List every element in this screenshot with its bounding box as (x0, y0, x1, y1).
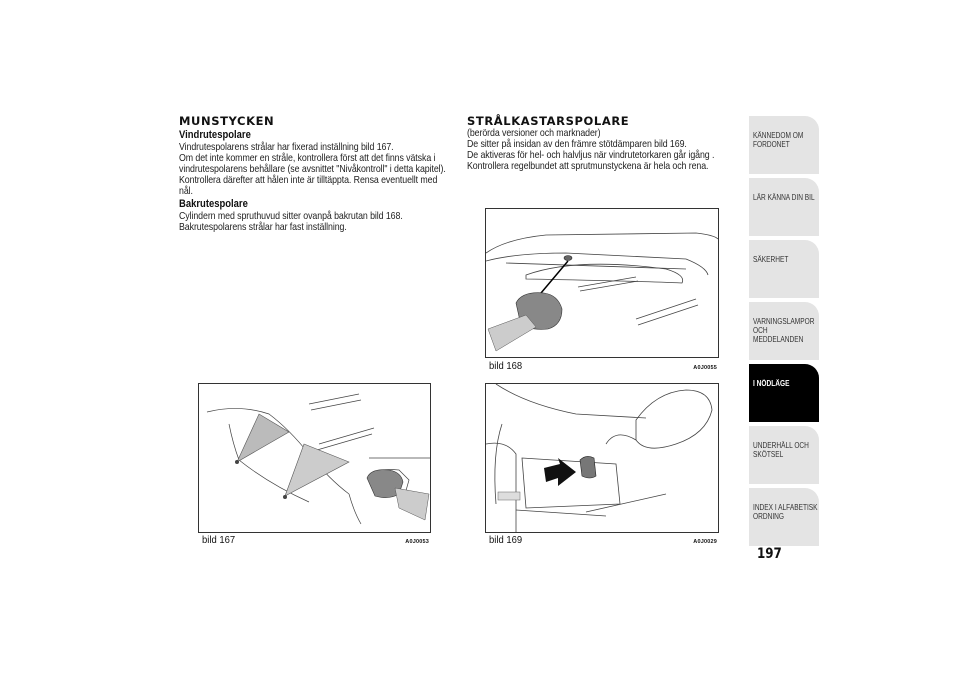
tab-label: I NÖDLÄGE (753, 379, 790, 388)
figure-168 (485, 208, 719, 372)
figure-167-caption: bild 167 (202, 534, 236, 546)
figure-167-illustration (198, 383, 431, 533)
right-column (467, 114, 729, 172)
tab-kannedom-om-fordonet[interactable] (749, 116, 819, 174)
paragraph: Vindrutespolarens strålar har fixerad inställning bild 167. (179, 141, 394, 153)
paragraph: Bakrutespolarens strålar har fast inställning. (179, 221, 347, 233)
paragraph: De aktiveras för hel- och halvljus när vindrutetorkaren går igång . (467, 149, 715, 161)
tab-lar-kanna-din-bil[interactable] (749, 178, 819, 236)
paragraph: Cylindern med spruthuvud sitter ovanpå bakrutan bild 168. (179, 210, 403, 222)
page-number: 197 (757, 546, 782, 562)
tab-i-nodlage[interactable] (749, 364, 819, 422)
figure-168-code: A0J0055 (693, 365, 717, 371)
tab-label: SKÖTSEL (753, 450, 784, 459)
figure-168-illustration (485, 208, 719, 358)
left-column (179, 114, 451, 233)
paragraph: Om det inte kommer en stråle, kontrollera först att det finns vätska i vindrutespolarens behållare (se avsnittet "Nivåkontroll" i detta kapitel). (179, 152, 446, 175)
tab-label: LÄR KÄNNA DIN BIL (753, 193, 815, 202)
subheading-bakrutespolare: Bakrutespolare (179, 198, 248, 210)
section-heading-munstycken: MUNSTYCKEN (179, 114, 275, 128)
tab-sakerhet[interactable] (749, 240, 819, 298)
tab-label: VARNINGSLAMPOR (753, 317, 815, 326)
tab-label: SÄKERHET (753, 255, 789, 264)
tab-underhall-och-skotsel[interactable] (749, 426, 819, 484)
paragraph: Kontrollera regelbundet att sprutmunstyckena är hela och rena. (467, 160, 709, 172)
paragraph: Kontrollera därefter att hålen inte är tilltäppta. Rensa eventuellt med nål. (179, 174, 438, 197)
tab-label: OCH MEDDELANDEN (753, 326, 804, 344)
section-heading-stralkastarspolare: STRÅLKASTARSPOLARE (467, 114, 630, 128)
subheading-vindrutespolare: Vindrutespolare (179, 129, 251, 141)
figure-168-caption: bild 168 (489, 360, 523, 372)
tab-label: FORDONET (753, 140, 790, 149)
tab-label: ORDNING (753, 512, 784, 521)
tab-label: INDEX I ALFABETISK (753, 503, 818, 512)
figure-169-illustration (485, 383, 719, 533)
tab-varningslampor[interactable] (749, 302, 819, 360)
figure-169-code: A0J0029 (693, 539, 717, 545)
tab-label: KÄNNEDOM OM (753, 131, 804, 140)
figure-167-code: A0J0053 (405, 539, 429, 545)
figure-169-caption: bild 169 (489, 534, 523, 546)
paragraph: De sitter på insidan av den främre stötdämparen bild 169. (467, 138, 687, 150)
figure-169 (485, 383, 719, 546)
tab-index[interactable] (749, 488, 819, 546)
version-note: (berörda versioner och marknader) (467, 127, 601, 139)
figure-167 (198, 383, 431, 546)
tab-label: UNDERHÅLL OCH (753, 441, 809, 450)
